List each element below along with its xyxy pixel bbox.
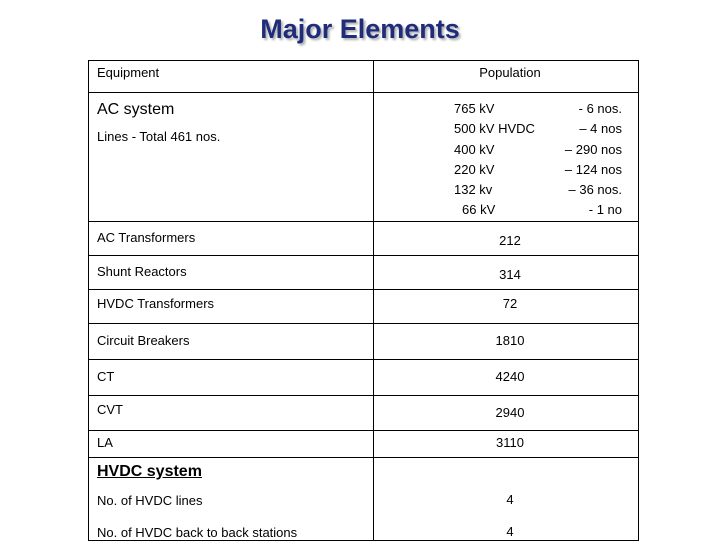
table-header-row: [89, 61, 639, 93]
hvdc-values-cell: [374, 457, 639, 540]
row-label: CVT: [97, 401, 123, 417]
ac-system-cell: [89, 93, 374, 222]
elements-table: [88, 60, 639, 541]
row-value: 1810: [495, 332, 525, 348]
voltage-line: 765 kV - 6 nos.: [454, 101, 622, 116]
table-row: [89, 221, 639, 255]
row-label: AC Transformers: [97, 229, 196, 245]
hvdc-system-row: [89, 457, 639, 540]
row-value: 212: [499, 232, 521, 248]
hvdc-system-heading: HVDC system: [97, 462, 202, 480]
page-title: Major Elements: [260, 14, 460, 44]
ac-system-heading: AC system: [97, 101, 175, 118]
voltage-line: 132 kv – 36 nos.: [454, 182, 622, 198]
hvdc-b2b-value: 4: [506, 523, 514, 539]
hvdc-lines-value: 4: [506, 491, 514, 507]
row-label: Shunt Reactors: [97, 263, 187, 279]
table-row: [89, 255, 639, 289]
row-value: 2940: [495, 404, 525, 420]
row-label: LA: [97, 434, 113, 450]
voltage-list: [382, 93, 638, 221]
ac-voltage-cell: [374, 93, 639, 222]
table-row: [89, 359, 639, 395]
hvdc-lines-label: No. of HVDC lines: [97, 492, 203, 508]
voltage-line: 66 kV - 1 no: [462, 202, 622, 218]
table-row: [89, 395, 639, 430]
table-row: [89, 430, 639, 457]
ac-lines-total: Lines - Total 461 nos.: [97, 129, 221, 144]
table-row: [89, 289, 639, 323]
hvdc-b2b-label: No. of HVDC back to back stations: [97, 524, 298, 540]
voltage-line: 500 kV HVDC – 4 nos: [454, 121, 622, 137]
voltage-line: 400 kV – 290 nos: [454, 141, 622, 157]
header-population: Population: [374, 61, 639, 93]
header-equipment: Equipment: [89, 61, 374, 93]
row-value: 4240: [495, 368, 525, 384]
row-value: 314: [499, 266, 521, 282]
row-label: Circuit Breakers: [97, 332, 190, 348]
ac-system-row: [89, 93, 639, 222]
row-value: 3110: [496, 434, 524, 450]
voltage-line: 220 kV – 124 nos: [454, 161, 622, 177]
row-value: 72: [502, 295, 518, 311]
hvdc-system-cell: [89, 457, 374, 540]
row-label: HVDC Transformers: [97, 295, 215, 311]
row-label: CT: [97, 368, 115, 384]
table-row: [89, 323, 639, 359]
